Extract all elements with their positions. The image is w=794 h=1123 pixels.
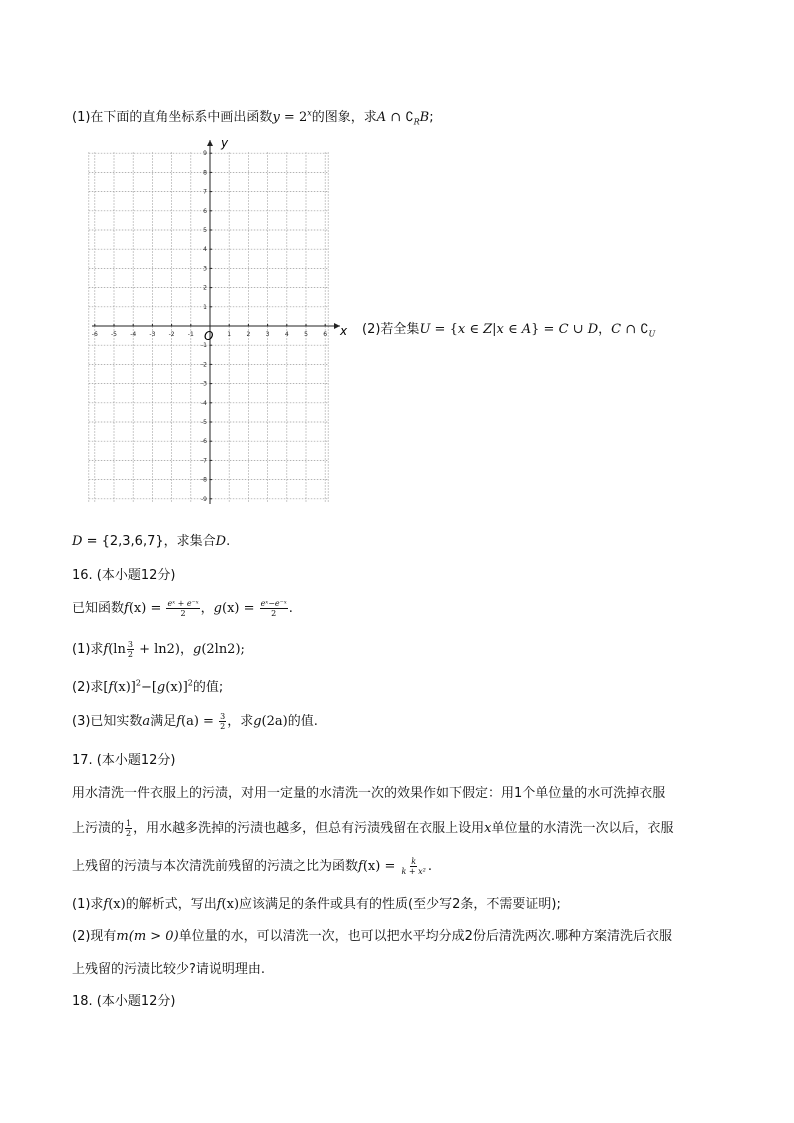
q18-header: 18. (本小题12分) — [72, 994, 176, 1009]
x-tick-label: 1 — [227, 331, 232, 338]
grid-lines — [89, 152, 328, 503]
y-tick-label: 1 — [203, 303, 207, 311]
y-tick-label: 2 — [203, 284, 207, 292]
q17-sub2: (2)现有m(m > 0)单位量的水，可以清洗一次，也可以把水平均分成2份后清洗两次.哪种方案清洗后衣服 — [72, 929, 673, 944]
y-tick-label: -3 — [201, 380, 207, 388]
part2-line1: (2)若全集U = {x ∈ Z|x ∈ A} = C ∪ D，C ∩ $∁_U$ — [362, 322, 656, 339]
x-tick-label: -6 — [91, 331, 98, 338]
q17-para1: 用水清洗一件衣服上的污渍，对用一定量的水清洗一次的效果作如下假定：用1个单位量的水可洗掉衣服 — [72, 786, 666, 801]
x-tick-label: 6 — [323, 331, 328, 338]
y-tick-label: -4 — [201, 399, 207, 407]
part2-line2: D = {2,3,6,7}，求集合D. — [72, 534, 231, 549]
y-tick-label: -2 — [201, 361, 207, 369]
x-axis-label: x — [340, 324, 348, 338]
q16-intro: 已知函数f(x) = $\frac{\text{eˣ + e⁻ˣ}}{2}$ ，g(x) = $\frac{\text{eˣ−e⁻ˣ}}{2}$ . — [72, 599, 293, 618]
x-tick-label: -5 — [111, 331, 117, 338]
kx-fraction: $\frac{k}{\text{k + x²}}$ — [401, 857, 426, 876]
y-tick-label: -1 — [201, 342, 207, 350]
x-tick-label: -2 — [168, 331, 175, 338]
y-tick-label: -6 — [201, 438, 207, 446]
s1-fraction: $\frac{3}{2}$ — [127, 640, 133, 659]
coordinate-grid — [88, 136, 350, 508]
q16-header: 16. (本小题12分) — [72, 568, 176, 583]
y-tick-label: 3 — [203, 265, 207, 273]
x-tick-label: 4 — [284, 331, 289, 338]
q16-sub3: (3)已知实数a满足f(a) = $\frac{3}{2}$ ，求g(2a)的值. — [72, 712, 318, 731]
y-tick-label: -7 — [201, 457, 207, 465]
y-tick-label: 6 — [203, 207, 207, 215]
y-tick-label: -5 — [201, 419, 207, 426]
f-fraction: $\frac{\text{eˣ + e⁻ˣ}}{2}$ — [167, 599, 199, 618]
y-axis-label: y — [221, 136, 229, 150]
origin-label: O — [204, 329, 214, 343]
q16-sub2: (2)求$[f(x)]^2-[g(x)]^2$的值; — [72, 678, 224, 695]
q17-para2: 上污渍的 $\frac{1}{2}$ ，用水越多洗掉的污渍也越多，但总有污渍残留在衣服上设用x单位量的水清洗一次以后，衣服 — [72, 819, 674, 838]
x-tick-label: -1 — [187, 331, 194, 338]
y-tick-label: 7 — [203, 188, 207, 196]
q16-sub1: (1)求f(ln $\frac{3}{2}$ + ln2)，g(2ln2); — [72, 640, 245, 659]
q17-sub2-cont: 上残留的污渍比较少?请说明理由. — [72, 962, 266, 977]
x-tick-label: -3 — [149, 331, 156, 338]
g-fraction: $\frac{\text{eˣ−e⁻ˣ}}{2}$ — [260, 599, 287, 618]
q17-para3: 上残留的污渍与本次清洗前残留的污渍之比为函数f(x) = $\frac{k}{\text{k + x²}}$ . — [72, 857, 432, 876]
x-tick-label: -4 — [130, 331, 137, 338]
x-tick-label: 5 — [304, 331, 308, 338]
s3-fraction: $\frac{3}{2}$ — [220, 712, 226, 731]
y-tick-label: 9 — [203, 150, 207, 158]
y-tick-label: 8 — [203, 169, 207, 177]
half-fraction: $\frac{1}{2}$ — [126, 819, 132, 838]
part1-line: (1)在下面的直角坐标系中画出函数$y = 2^x$的图象，求A ∩ $∁_RB$; — [72, 108, 434, 127]
y-tick-label: 5 — [203, 227, 207, 234]
q17-header: 17. (本小题12分) — [72, 753, 176, 768]
x-tick-label: 2 — [246, 331, 251, 338]
y-tick-label: -9 — [201, 495, 207, 503]
q17-sub1: (1)求f(x)的解析式，写出f(x)应该满足的条件或具有的性质(至少写2条，不需要证明); — [72, 897, 561, 912]
y-tick-label: -8 — [201, 476, 207, 484]
x-tick-label: 3 — [265, 331, 270, 338]
y-tick-label: 4 — [203, 246, 207, 254]
axes — [92, 140, 340, 504]
y-axis-arrow — [207, 140, 213, 146]
